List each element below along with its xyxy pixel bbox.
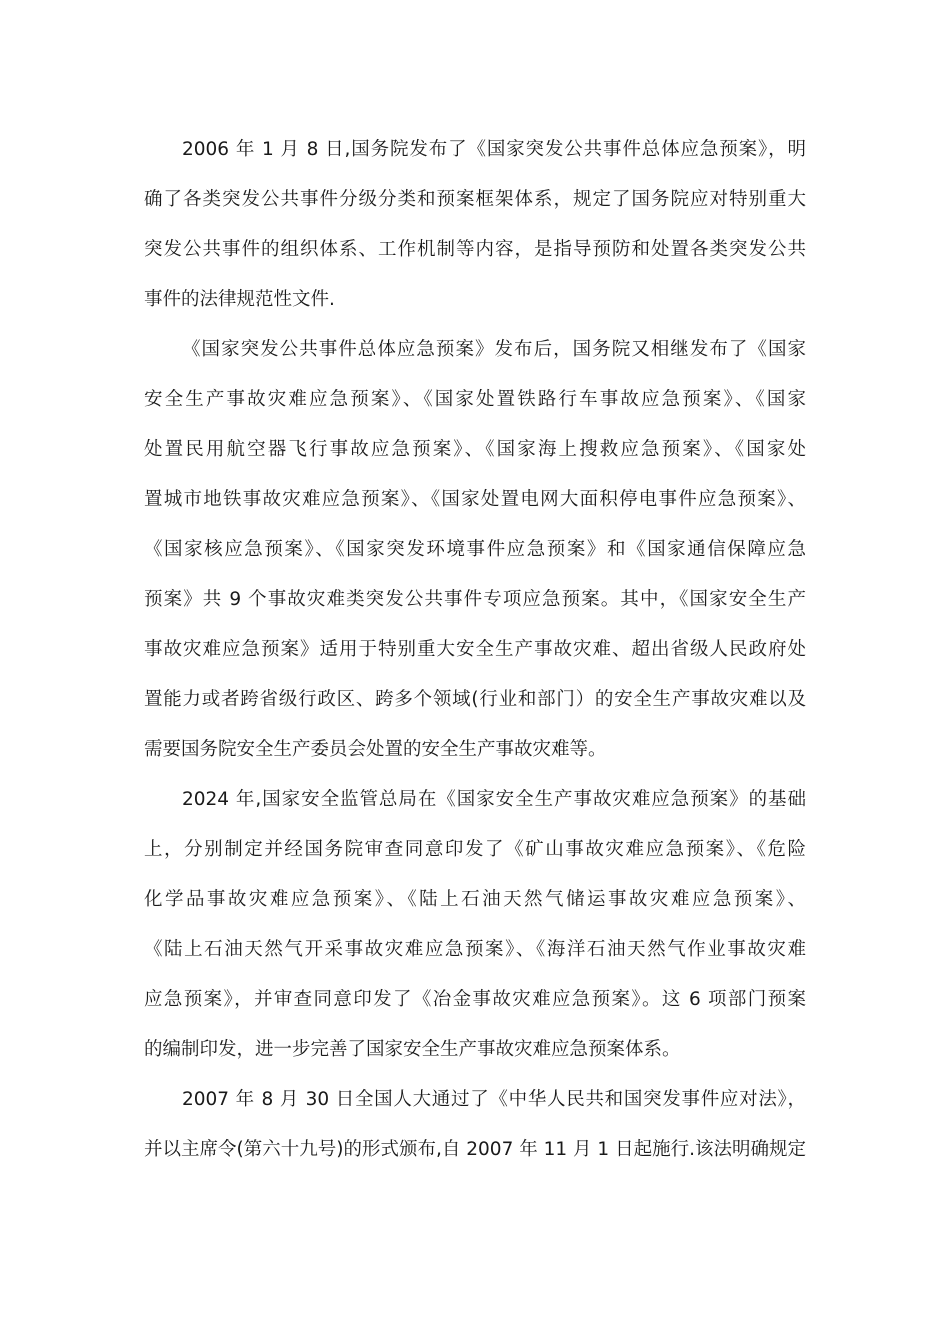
text-line: 事件的法律规范性文件. <box>144 289 335 310</box>
text-line: 事故灾难应急预案》适用于特别重大安全生产事故灾难、超出省级人民政府处 <box>144 639 806 660</box>
text-line: 预案》共 9 个事故灾难类突发公共事件专项应急预案。其中，《国家安全生产 <box>144 589 806 610</box>
text-line: 置城市地铁事故灾难应急预案》、《国家处置电网大面积停电事件应急预案》、 <box>144 489 806 510</box>
text-line: 确了各类突发公共事件分级分类和预案框架体系，规定了国务院应对特别重大 <box>144 189 806 210</box>
text-line: 处置民用航空器飞行事故应急预案》、《国家海上搜救应急预案》、《国家处 <box>144 439 806 460</box>
text-line: 2024 年,国家安全监管总局在《国家安全生产事故灾难应急预案》的基础 <box>182 789 806 810</box>
text-line: 的编制印发，进一步完善了国家安全生产事故灾难应急预案体系。 <box>144 1039 681 1060</box>
text-line: 应急预案》，并审查同意印发了《冶金事故灾难应急预案》。这 6 项部门预案 <box>144 989 806 1010</box>
text-line: 突发公共事件的组织体系、工作机制等内容，是指导预防和处置各类突发公共 <box>144 239 806 260</box>
text-line: 需要国务院安全生产委员会处置的安全生产事故灾难等。 <box>144 739 607 760</box>
text-line: 《国家核应急预案》、《国家突发环境事件应急预案》和《国家通信保障应急 <box>144 539 806 560</box>
text-line: 置能力或者跨省级行政区、跨多个领域(行业和部门）的安全生产事故灾难以及 <box>144 689 806 710</box>
text-line: 《国家突发公共事件总体应急预案》发布后，国务院又相继发布了《国家 <box>182 339 806 360</box>
text-line: 上，分别制定并经国务院审查同意印发了《矿山事故灾难应急预案》、《危险 <box>144 839 806 860</box>
text-line: 并以主席令(第六十九号)的形式颁布,自 2007 年 11 月 1 日起施行.该法明确规定 <box>144 1139 806 1160</box>
text-line: 安全生产事故灾难应急预案》、《国家处置铁路行车事故应急预案》、《国家 <box>144 389 806 410</box>
text-line: 2006 年 1 月 8 日,国务院发布了《国家突发公共事件总体应急预案》，明 <box>182 139 806 160</box>
text-line: 化学品事故灾难应急预案》、《陆上石油天然气储运事故灾难应急预案》、 <box>144 889 806 910</box>
text-line: 2007 年 8 月 30 日全国人大通过了《中华人民共和国突发事件应对法》， <box>182 1089 806 1110</box>
text-line: 《陆上石油天然气开采事故灾难应急预案》、《海洋石油天然气作业事故灾难 <box>144 939 806 960</box>
